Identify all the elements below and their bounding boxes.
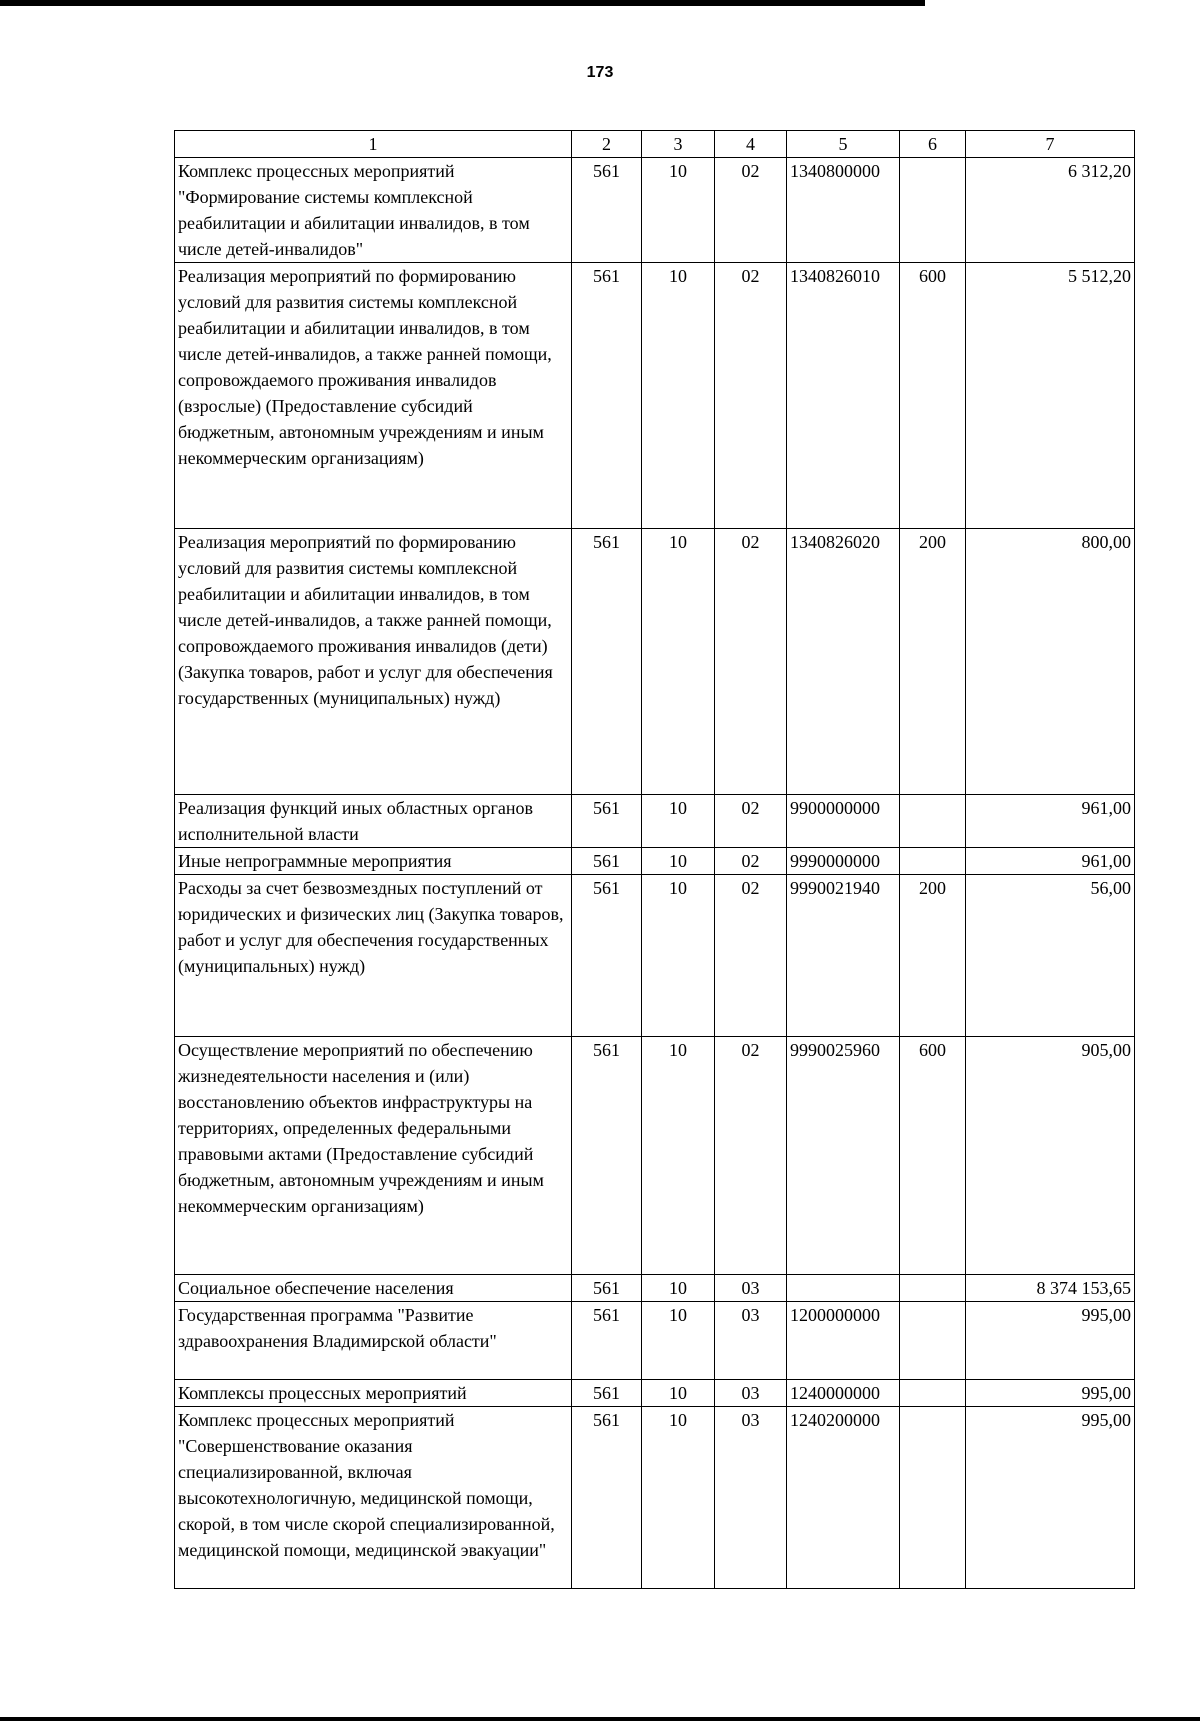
row-name-cell: Реализация мероприятий по формированию условий для развития системы комплексной реабилитации и абилитации инвалидов, в том числе детей-инвалидов, а также ранней помощи, сопровождаемого проживания инвалидов (взрослые) (Предоставление субсидий бюджетным, автономным учреждениям и иным некоммерческим организациям) — [175, 263, 572, 529]
row-name-cell: Расходы за счет безвозмездных поступлений от юридических и физических лиц (Закупка товаров, работ и услуг для обеспечения государственных (муниципальных) нужд) — [175, 875, 572, 1037]
section-code-cell: 10 — [642, 1407, 715, 1589]
target-article-cell: 9900000000 — [787, 795, 900, 848]
header-cell: 2 — [572, 131, 642, 158]
header-cell: 6 — [900, 131, 966, 158]
subsection-code-cell: 02 — [715, 1037, 787, 1275]
header-cell: 3 — [642, 131, 715, 158]
amount-cell: 8 374 153,65 — [966, 1275, 1135, 1302]
expense-type-cell: 600 — [900, 263, 966, 529]
ministry-code-cell: 561 — [572, 875, 642, 1037]
target-article-cell: 9990000000 — [787, 848, 900, 875]
header-cell: 7 — [966, 131, 1135, 158]
table-row — [175, 1407, 1135, 1589]
section-code-cell: 10 — [642, 848, 715, 875]
amount-cell: 905,00 — [966, 1037, 1135, 1275]
expense-type-cell — [900, 1275, 966, 1302]
ministry-code-cell: 561 — [572, 795, 642, 848]
amount-cell: 995,00 — [966, 1407, 1135, 1589]
table-row — [175, 875, 1135, 1037]
subsection-code-cell: 02 — [715, 875, 787, 1037]
subsection-code-cell: 03 — [715, 1380, 787, 1407]
amount-cell: 6 312,20 — [966, 158, 1135, 263]
bottom-edge-rule — [0, 1717, 1200, 1721]
row-name-cell: Реализация мероприятий по формированию условий для развития системы комплексной реабилитации и абилитации инвалидов, в том числе детей-инвалидов, а также ранней помощи, сопровождаемого проживания инвалидов (дети) (Закупка товаров, работ и услуг для обеспечения государственных (муниципальных) нужд) — [175, 529, 572, 795]
ministry-code-cell: 561 — [572, 529, 642, 795]
section-code-cell: 10 — [642, 1275, 715, 1302]
expense-type-cell: 200 — [900, 529, 966, 795]
table-row — [175, 1037, 1135, 1275]
subsection-code-cell: 02 — [715, 263, 787, 529]
ministry-code-cell: 561 — [572, 848, 642, 875]
amount-cell: 800,00 — [966, 529, 1135, 795]
section-code-cell: 10 — [642, 529, 715, 795]
budget-table — [174, 130, 1135, 1589]
expense-type-cell — [900, 848, 966, 875]
header-row — [175, 131, 1135, 158]
expense-type-cell — [900, 1407, 966, 1589]
row-name-cell: Реализация функций иных областных органов исполнительной власти — [175, 795, 572, 848]
target-article-cell — [787, 1275, 900, 1302]
ministry-code-cell: 561 — [572, 1037, 642, 1275]
subsection-code-cell: 03 — [715, 1407, 787, 1589]
table-row — [175, 848, 1135, 875]
amount-cell: 995,00 — [966, 1302, 1135, 1380]
table-row — [175, 263, 1135, 529]
expense-type-cell — [900, 1380, 966, 1407]
amount-cell: 56,00 — [966, 875, 1135, 1037]
ministry-code-cell: 561 — [572, 1302, 642, 1380]
row-name-cell: Иные непрограммные мероприятия — [175, 848, 572, 875]
page-number: 173 — [586, 64, 614, 81]
table-row — [175, 1275, 1135, 1302]
header-cell: 5 — [787, 131, 900, 158]
target-article-cell: 1340826010 — [787, 263, 900, 529]
amount-cell: 995,00 — [966, 1380, 1135, 1407]
amount-cell: 961,00 — [966, 795, 1135, 848]
subsection-code-cell: 03 — [715, 1302, 787, 1380]
subsection-code-cell: 02 — [715, 848, 787, 875]
header-cell: 1 — [175, 131, 572, 158]
amount-cell: 5 512,20 — [966, 263, 1135, 529]
table-row — [175, 1302, 1135, 1380]
header-cell: 4 — [715, 131, 787, 158]
row-name-cell: Государственная программа "Развитие здравоохранения Владимирской области" — [175, 1302, 572, 1380]
section-code-cell: 10 — [642, 875, 715, 1037]
expense-type-cell — [900, 795, 966, 848]
target-article-cell: 1240000000 — [787, 1380, 900, 1407]
row-name-cell: Социальное обеспечение населения — [175, 1275, 572, 1302]
table-row — [175, 158, 1135, 263]
table-row — [175, 795, 1135, 848]
section-code-cell: 10 — [642, 263, 715, 529]
top-edge-rule — [0, 0, 925, 6]
ministry-code-cell: 561 — [572, 158, 642, 263]
target-article-cell: 1200000000 — [787, 1302, 900, 1380]
row-name-cell: Осуществление мероприятий по обеспечению жизнедеятельности населения и (или) восстановлению объектов инфраструктуры на территориях, определенных федеральными правовыми актами (Предоставление субсидий бюджетным, автономным учреждениям и иным некоммерческим организациям) — [175, 1037, 572, 1275]
expense-type-cell — [900, 1302, 966, 1380]
target-article-cell: 9990025960 — [787, 1037, 900, 1275]
section-code-cell: 10 — [642, 158, 715, 263]
expense-type-cell: 600 — [900, 1037, 966, 1275]
ministry-code-cell: 561 — [572, 1275, 642, 1302]
ministry-code-cell: 561 — [572, 263, 642, 529]
section-code-cell: 10 — [642, 1380, 715, 1407]
target-article-cell: 1240200000 — [787, 1407, 900, 1589]
subsection-code-cell: 03 — [715, 1275, 787, 1302]
target-article-cell: 1340826020 — [787, 529, 900, 795]
expense-type-cell: 200 — [900, 875, 966, 1037]
subsection-code-cell: 02 — [715, 795, 787, 848]
row-name-cell: Комплекс процессных мероприятий "Совершенствование оказания специализированной, включая высокотехнологичную, медицинской помощи, скорой, в том числе скорой специализированной, медицинской помощи, медицинской эвакуации" — [175, 1407, 572, 1589]
amount-cell: 961,00 — [966, 848, 1135, 875]
row-name-cell: Комплексы процессных мероприятий — [175, 1380, 572, 1407]
section-code-cell: 10 — [642, 1037, 715, 1275]
table-row — [175, 1380, 1135, 1407]
target-article-cell: 1340800000 — [787, 158, 900, 263]
ministry-code-cell: 561 — [572, 1407, 642, 1589]
section-code-cell: 10 — [642, 1302, 715, 1380]
subsection-code-cell: 02 — [715, 529, 787, 795]
subsection-code-cell: 02 — [715, 158, 787, 263]
ministry-code-cell: 561 — [572, 1380, 642, 1407]
table-row — [175, 529, 1135, 795]
expense-type-cell — [900, 158, 966, 263]
section-code-cell: 10 — [642, 795, 715, 848]
row-name-cell: Комплекс процессных мероприятий "Формирование системы комплексной реабилитации и абилитации инвалидов, в том числе детей-инвалидов" — [175, 158, 572, 263]
target-article-cell: 9990021940 — [787, 875, 900, 1037]
